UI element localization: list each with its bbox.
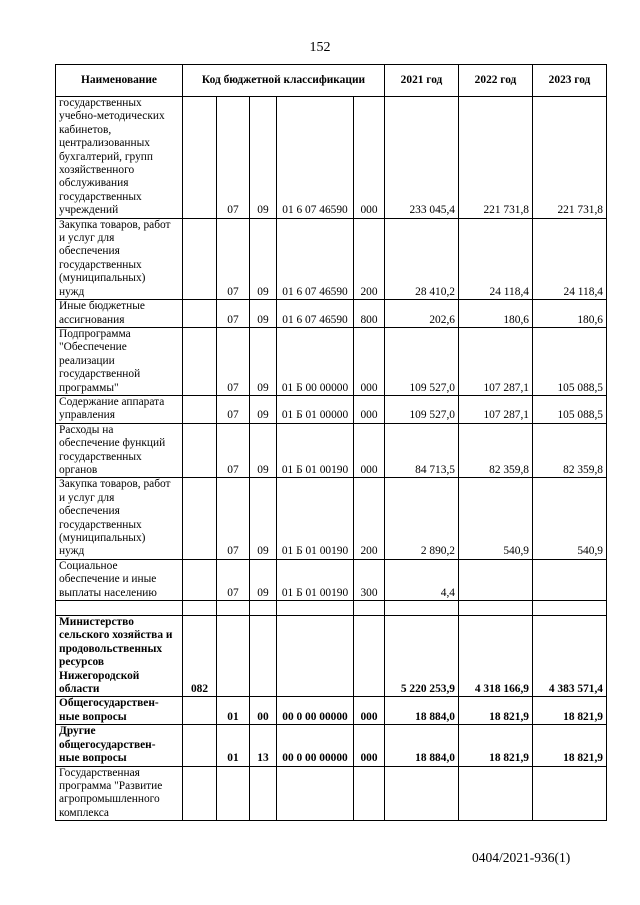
- cell-2023: [533, 601, 607, 616]
- cell-2022: [459, 559, 533, 600]
- cell-subsection: 09: [250, 395, 277, 423]
- cell-2022: 18 821,9: [459, 697, 533, 725]
- table-row: [56, 97, 607, 219]
- cell-2022: 4 318 166,9: [459, 616, 533, 697]
- cell-subsection: 09: [250, 300, 277, 328]
- cell-2021: 2 890,2: [385, 478, 459, 559]
- cell-subsection: 09: [250, 218, 277, 299]
- header-2022: 2022 год: [459, 65, 533, 97]
- cell-expense-type: 000: [354, 423, 385, 478]
- cell-2021: 18 884,0: [385, 697, 459, 725]
- table-row: [56, 559, 607, 600]
- cell-2021: 28 410,2: [385, 218, 459, 299]
- table-row: [56, 766, 607, 821]
- table-header-row: [56, 65, 607, 97]
- cell-name: Содержание аппарата управления: [56, 395, 183, 423]
- cell-expense-type: 000: [354, 327, 385, 395]
- cell-target-article: 01 Б 01 00190: [277, 478, 354, 559]
- cell-2023: 18 821,9: [533, 697, 607, 725]
- cell-ministry-code: [183, 478, 217, 559]
- cell-section: 07: [217, 300, 250, 328]
- cell-target-article: [277, 616, 354, 697]
- cell-subsection: 09: [250, 559, 277, 600]
- cell-section: [217, 616, 250, 697]
- cell-expense-type: 000: [354, 697, 385, 725]
- cell-name: Закупка товаров, работ и услуг для обеспечения государственных (муниципальных) нужд: [56, 478, 183, 559]
- cell-ministry-code: [183, 423, 217, 478]
- cell-2022: 18 821,9: [459, 725, 533, 766]
- cell-expense-type: [354, 766, 385, 821]
- cell-name: Государственная программа "Развитие агропромышленного комплекса: [56, 766, 183, 821]
- cell-2022: 82 359,8: [459, 423, 533, 478]
- page-number: 152: [309, 40, 331, 55]
- cell-target-article: 00 0 00 00000: [277, 697, 354, 725]
- document-code: 0404/2021-936(1): [472, 850, 571, 865]
- cell-subsection: 09: [250, 423, 277, 478]
- header-name: Наименование: [56, 65, 183, 97]
- cell-2023: 221 731,8: [533, 97, 607, 219]
- cell-subsection: 09: [250, 97, 277, 219]
- cell-name: государственных учебно-методических кабинетов, централизованных бухгалтерий, групп хозяйственного обслуживания государственных учреждений: [56, 97, 183, 219]
- cell-2021: 233 045,4: [385, 97, 459, 219]
- cell-2021: [385, 766, 459, 821]
- cell-ministry-code: [183, 559, 217, 600]
- cell-name: Подпрограмма "Обеспечение реализации государственной программы": [56, 327, 183, 395]
- cell-target-article: [277, 766, 354, 821]
- cell-target-article: 01 Б 01 00000: [277, 395, 354, 423]
- header-2023: 2023 год: [533, 65, 607, 97]
- cell-section: [217, 601, 250, 616]
- cell-2021: 18 884,0: [385, 725, 459, 766]
- cell-2023: 82 359,8: [533, 423, 607, 478]
- table-row: [56, 327, 607, 395]
- cell-2023: [533, 559, 607, 600]
- cell-2022: 107 287,1: [459, 395, 533, 423]
- cell-2021: [385, 601, 459, 616]
- cell-2022: [459, 601, 533, 616]
- table-body: [56, 97, 607, 821]
- cell-subsection: [250, 601, 277, 616]
- cell-2022: 221 731,8: [459, 97, 533, 219]
- cell-expense-type: 300: [354, 559, 385, 600]
- cell-ministry-code: [183, 395, 217, 423]
- cell-ministry-code: 082: [183, 616, 217, 697]
- cell-2021: 109 527,0: [385, 327, 459, 395]
- table-row: [56, 423, 607, 478]
- cell-subsection: 13: [250, 725, 277, 766]
- cell-ministry-code: [183, 218, 217, 299]
- cell-expense-type: 200: [354, 478, 385, 559]
- cell-name: Другие общегосударствен- ные вопросы: [56, 725, 183, 766]
- cell-target-article: 01 Б 00 00000: [277, 327, 354, 395]
- cell-2021: 5 220 253,9: [385, 616, 459, 697]
- cell-ministry-code: [183, 601, 217, 616]
- cell-name: Иные бюджетные ассигнования: [56, 300, 183, 328]
- cell-ministry-code: [183, 327, 217, 395]
- cell-2023: 180,6: [533, 300, 607, 328]
- cell-2023: 105 088,5: [533, 395, 607, 423]
- cell-expense-type: [354, 616, 385, 697]
- cell-ministry-code: [183, 97, 217, 219]
- cell-2022: 24 118,4: [459, 218, 533, 299]
- cell-subsection: [250, 766, 277, 821]
- header-2021: 2021 год: [385, 65, 459, 97]
- cell-name: Закупка товаров, работ и услуг для обеспечения государственных (муниципальных) нужд: [56, 218, 183, 299]
- cell-ministry-code: [183, 725, 217, 766]
- cell-2022: 180,6: [459, 300, 533, 328]
- table-row: [56, 395, 607, 423]
- cell-2023: [533, 766, 607, 821]
- table-row: [56, 300, 607, 328]
- cell-name: Министерство сельского хозяйства и продовольственных ресурсов Нижегородской области: [56, 616, 183, 697]
- cell-section: 07: [217, 395, 250, 423]
- cell-target-article: 01 6 07 46590: [277, 218, 354, 299]
- cell-2022: 107 287,1: [459, 327, 533, 395]
- cell-2021: 4,4: [385, 559, 459, 600]
- cell-expense-type: 200: [354, 218, 385, 299]
- cell-2023: 4 383 571,4: [533, 616, 607, 697]
- cell-section: 07: [217, 327, 250, 395]
- cell-target-article: [277, 601, 354, 616]
- cell-section: 07: [217, 478, 250, 559]
- cell-target-article: 00 0 00 00000: [277, 725, 354, 766]
- table-row: [56, 601, 607, 616]
- cell-2021: 84 713,5: [385, 423, 459, 478]
- cell-subsection: 00: [250, 697, 277, 725]
- cell-subsection: 09: [250, 327, 277, 395]
- cell-section: 01: [217, 725, 250, 766]
- cell-2022: [459, 766, 533, 821]
- cell-section: 07: [217, 97, 250, 219]
- cell-target-article: 01 Б 01 00190: [277, 423, 354, 478]
- header-code: Код бюджетной классификации: [183, 65, 385, 97]
- cell-target-article: 01 6 07 46590: [277, 300, 354, 328]
- cell-2021: 202,6: [385, 300, 459, 328]
- cell-ministry-code: [183, 697, 217, 725]
- table-row: [56, 616, 607, 697]
- table-row: [56, 725, 607, 766]
- cell-expense-type: 000: [354, 395, 385, 423]
- cell-2023: 105 088,5: [533, 327, 607, 395]
- cell-name: Социальное обеспечение и иные выплаты населению: [56, 559, 183, 600]
- table-row: [56, 697, 607, 725]
- cell-2023: 18 821,9: [533, 725, 607, 766]
- cell-2021: 109 527,0: [385, 395, 459, 423]
- table-row: [56, 218, 607, 299]
- cell-target-article: 01 6 07 46590: [277, 97, 354, 219]
- cell-section: 07: [217, 218, 250, 299]
- cell-target-article: 01 Б 01 00190: [277, 559, 354, 600]
- cell-ministry-code: [183, 766, 217, 821]
- cell-subsection: 09: [250, 478, 277, 559]
- budget-table: [55, 64, 607, 821]
- cell-2023: 540,9: [533, 478, 607, 559]
- cell-expense-type: 000: [354, 97, 385, 219]
- cell-2023: 24 118,4: [533, 218, 607, 299]
- cell-expense-type: 800: [354, 300, 385, 328]
- cell-2022: 540,9: [459, 478, 533, 559]
- cell-name: [56, 601, 183, 616]
- cell-subsection: [250, 616, 277, 697]
- cell-ministry-code: [183, 300, 217, 328]
- cell-name: Расходы на обеспечение функций государственных органов: [56, 423, 183, 478]
- cell-expense-type: [354, 601, 385, 616]
- cell-section: 01: [217, 697, 250, 725]
- cell-section: 07: [217, 559, 250, 600]
- cell-section: [217, 766, 250, 821]
- cell-expense-type: 000: [354, 725, 385, 766]
- cell-section: 07: [217, 423, 250, 478]
- cell-name: Общегосударствен- ные вопросы: [56, 697, 183, 725]
- table-row: [56, 478, 607, 559]
